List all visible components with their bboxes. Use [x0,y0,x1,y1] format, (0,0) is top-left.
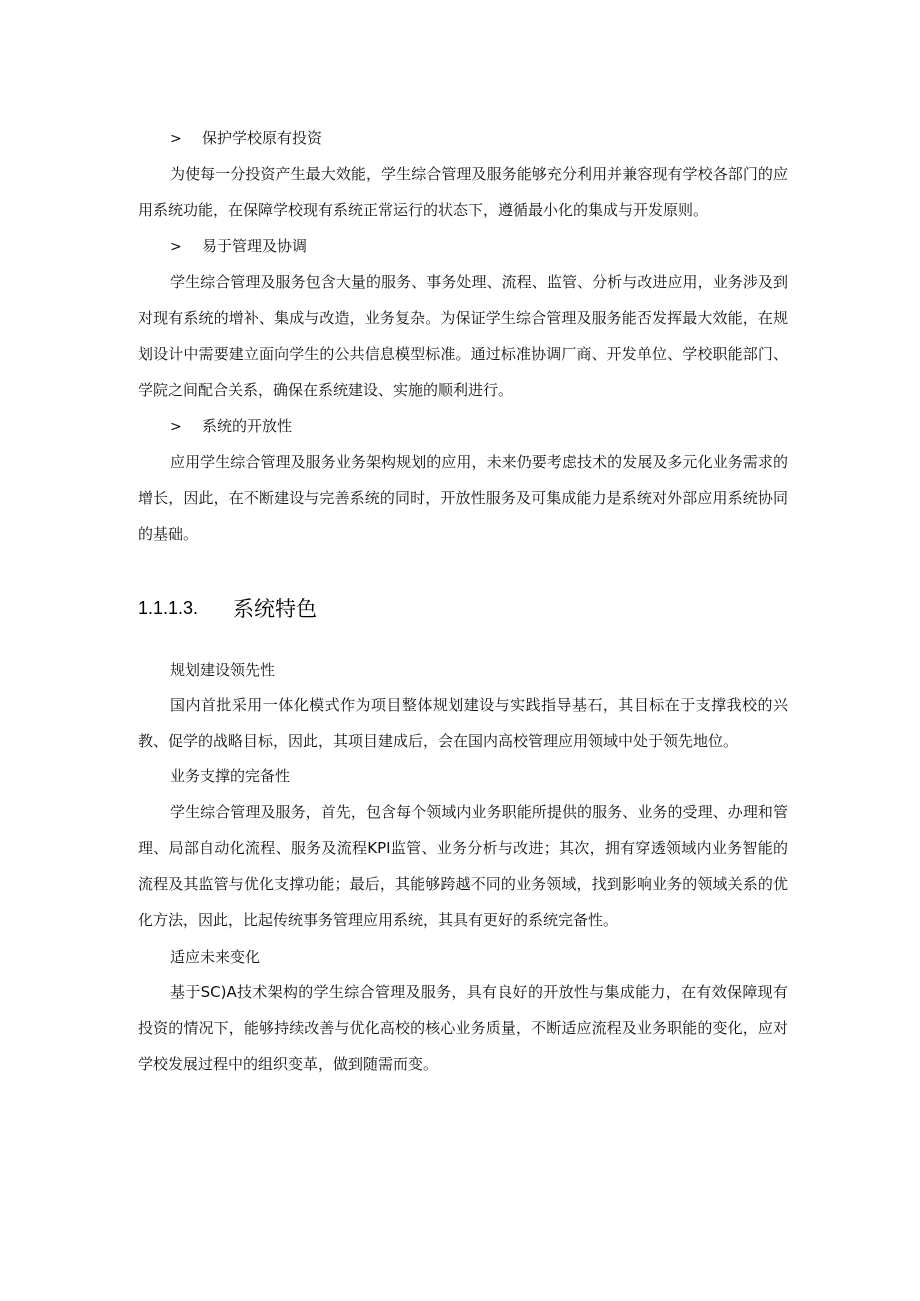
feature-title-completeness: 业务支撑的完备性 [170,767,291,785]
feature-title-leading: 规划建设领先性 [170,661,276,679]
bullet-title: 系统的开放性 [202,417,293,435]
heading-title: 系统特色 [233,597,317,621]
bullet-title: 保护学校原有投资 [202,129,323,147]
section-heading [138,593,317,623]
heading-number: 1.1.1.3. [138,597,199,618]
feature-title-future-change: 适应未来变化 [170,948,261,966]
paragraph-protect-investment: 为使每一分投资产生最大效能，学生综合管理及服务能够充分利用并兼容现有学校各部门的应用系统功能，在保障学校现有系统正常运行的状态下，遵循最小化的集成与开发原则。 [138,165,788,219]
paragraph-easy-management: 学生综合管理及服务包含大量的服务、事务处理、流程、监管、分析与改进应用，业务涉及到对现有系统的增补、集成与改造，业务复杂。为保证学生综合管理及服务能否发挥最大效能，在规划设计中需要建立面向学生的公共信息模型标准。通过标准协调厂商、开发单位、学校职能部门、学院之间配合关系，确保在系统建设、实施的顺利进行。 [138,273,788,399]
chevron-right-icon: > [170,239,182,255]
bullet-system-openness [170,416,292,437]
paragraph-system-openness: 应用学生综合管理及服务业务架构规划的应用，未来仍要考虑技术的发展及多元化业务需求的增长，因此，在不断建设与完善系统的同时，开放性服务及可集成能力是系统对外部应用系统协同的基础。 [138,453,788,543]
bullet-easy-management [170,236,307,257]
chevron-right-icon: > [170,131,182,147]
paragraph-completeness: 学生综合管理及服务，首先，包含每个领域内业务职能所提供的服务、业务的受理、办理和管理、局部自动化流程、服务及流程KPI监管、业务分析与改进；其次，拥有穿透领域内业务智能的流程及其监管与优化支撑功能；最后，其能够跨越不同的业务领域，找到影响业务的领域关系的优化方法，因此，比起传统事务管理应用系统，其具有更好的系统完备性。 [138,803,788,929]
paragraph-leading: 国内首批采用一体化模式作为项目整体规划建设与实践指导基石，其目标在于支撑我校的兴教、促学的战略目标，因此，其项目建成后，会在国内高校管理应用领域中处于领先地位。 [138,696,788,750]
bullet-protect-investment [170,128,322,149]
chevron-right-icon: > [170,419,182,435]
paragraph-future-change: 基于SC)A技术架构的学生综合管理及服务，具有良好的开放性与集成能力，在有效保障现有投资的情况下，能够持续改善与优化高校的核心业务质量，不断适应流程及业务职能的变化，应对学校发展过程中的组织变革，做到随需而变。 [138,983,788,1073]
bullet-title: 易于管理及协调 [202,237,308,255]
